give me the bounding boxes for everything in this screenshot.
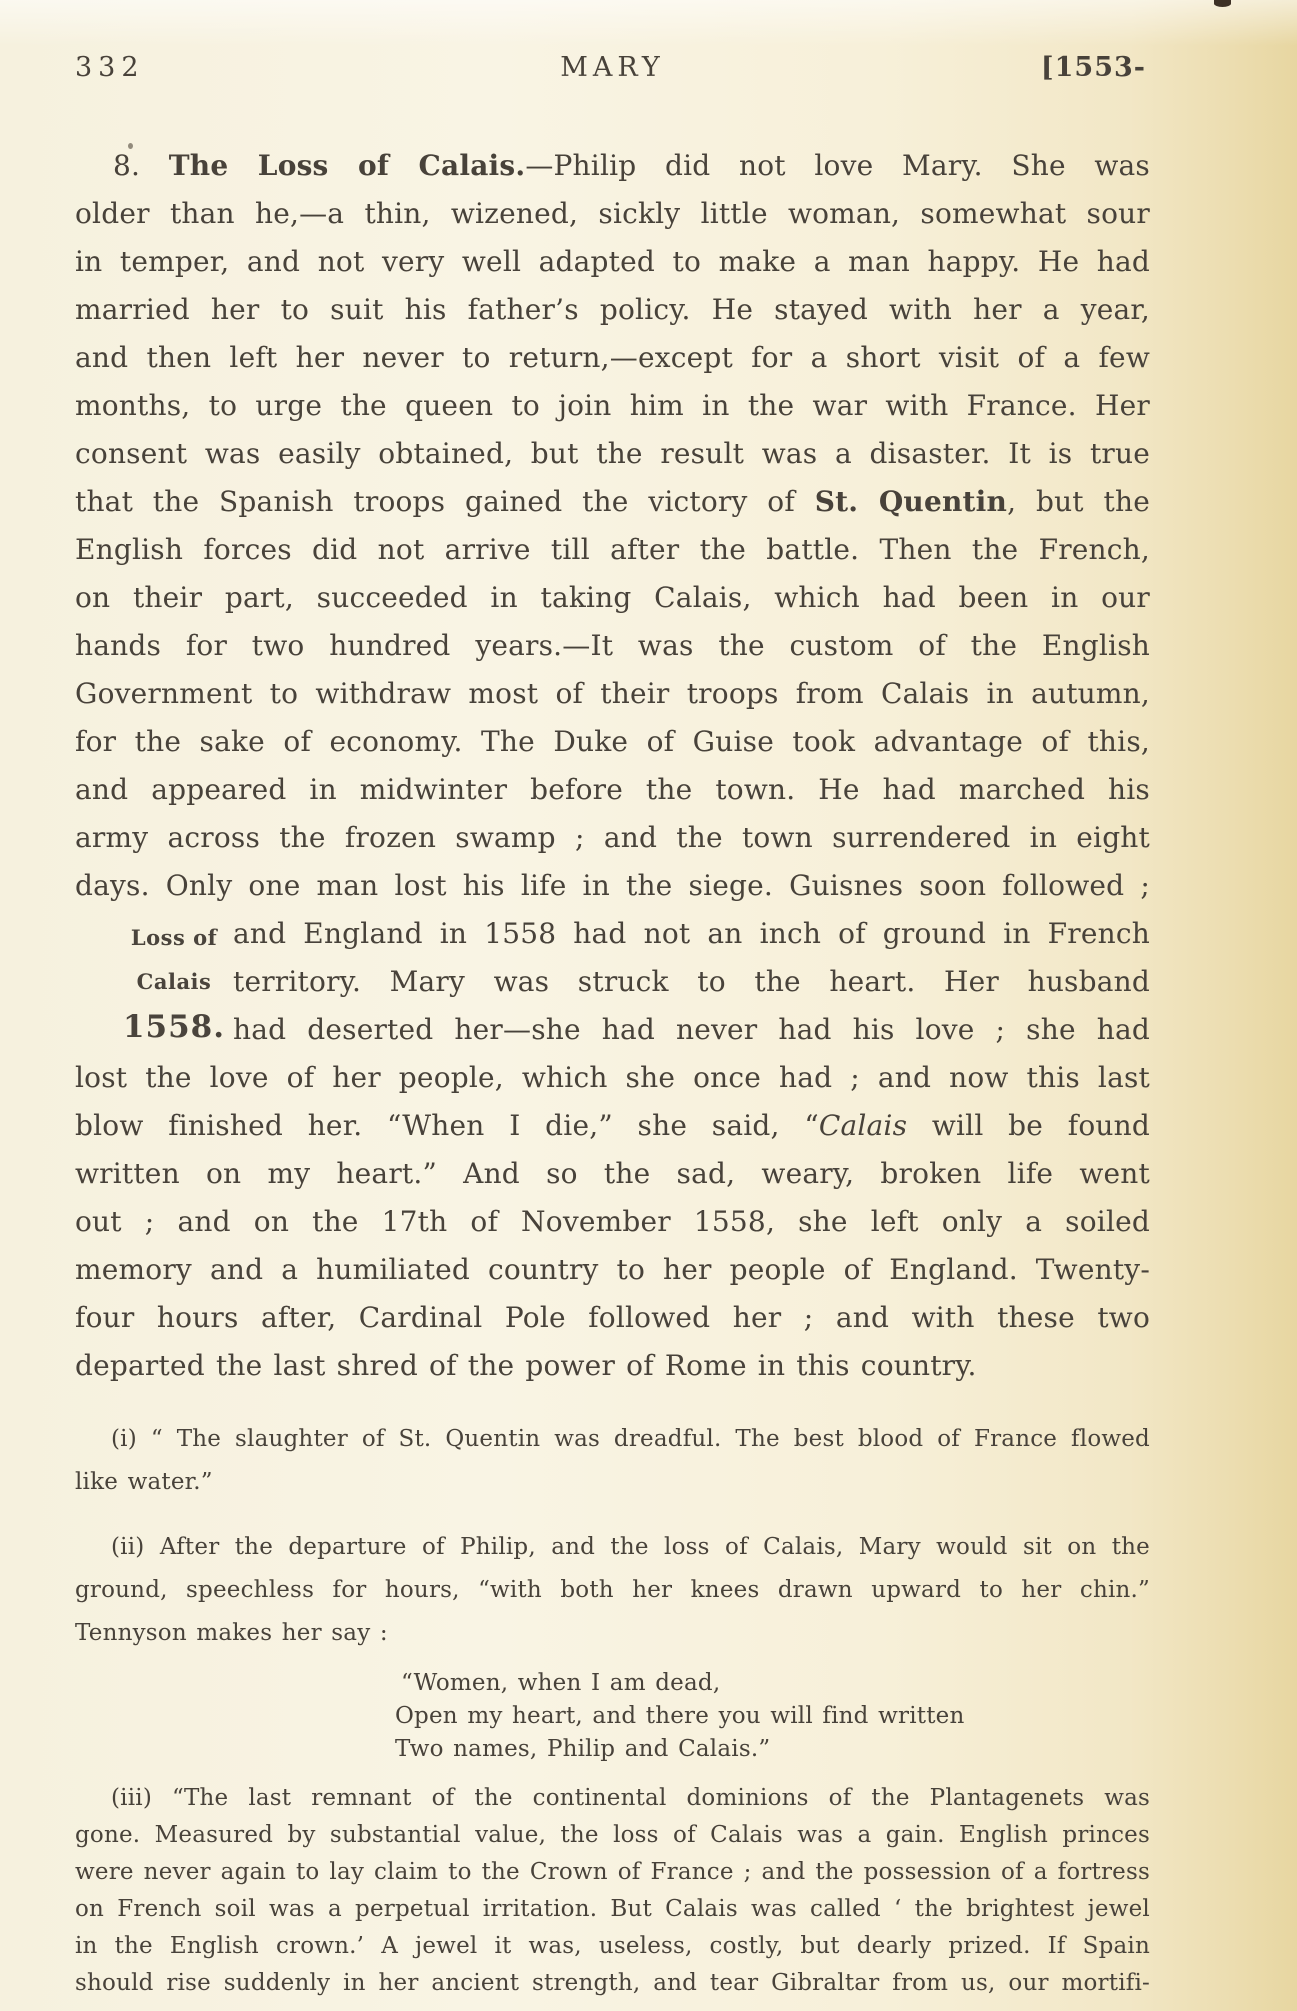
main-paragraph-part-1 bbox=[75, 142, 1150, 910]
poem-line: Open my heart, and there you will find written bbox=[395, 1703, 965, 1729]
footnote-ii bbox=[75, 1526, 1150, 1655]
main-paragraph-part-2 bbox=[75, 1054, 1150, 1390]
body-text-line: hands for two hundred years.—It was the custom of the English bbox=[75, 629, 1150, 662]
body-text-line: army across the frozen swamp ; and the town surrendered in eight bbox=[75, 821, 1150, 854]
body-text-line: consent was easily obtained, but the result was a disaster. It is true bbox=[75, 437, 1150, 470]
margin-note bbox=[103, 916, 245, 1050]
margin-note-section bbox=[75, 910, 1150, 1054]
body-text-line: and then left her never to return,—except for a short visit of a few bbox=[75, 341, 1150, 374]
poem-line: “Women, when I am dead, bbox=[401, 1670, 721, 1696]
margin-note-line: Calais bbox=[136, 969, 212, 994]
footnote-i bbox=[75, 1418, 1150, 1504]
body-text-line: departed the last shred of the power of Rome in this country. bbox=[75, 1349, 977, 1382]
body-text-line: blow finished her. “When I die,” she said, “Calais will be found bbox=[75, 1109, 1150, 1142]
page-header bbox=[75, 0, 1150, 86]
body-text-line: four hours after, Cardinal Pole followed her ; and with these two bbox=[75, 1301, 1150, 1334]
body-text-line: territory. Mary was struck to the heart. Her husband bbox=[233, 965, 1150, 998]
body-text-line: English forces did not arrive till after the battle. Then the French, bbox=[75, 533, 1150, 566]
body-text-line: out ; and on the 17th of November 1558, she left only a soiled bbox=[75, 1205, 1150, 1238]
footnote-text-line: like water.” bbox=[75, 1469, 213, 1495]
body-text-line: for the sake of economy. The Duke of Guise took advantage of this, bbox=[75, 725, 1150, 758]
footnote-text-line: ground, speechless for hours, “with both her knees drawn upward to her chin.” bbox=[75, 1577, 1150, 1603]
page-number: 332 bbox=[75, 52, 145, 83]
body-text-line: Government to withdraw most of their troops from Calais in autumn, bbox=[75, 677, 1150, 710]
body-text-line: on their part, succeeded in taking Calais, which had been in our bbox=[75, 581, 1150, 614]
footnote-text-line: gone. Measured by substantial value, the loss of Calais was a gain. English princes bbox=[75, 1822, 1150, 1848]
running-title: MARY bbox=[560, 52, 665, 83]
poem-line: Two names, Philip and Calais.” bbox=[395, 1736, 771, 1762]
footnote-iii bbox=[75, 1780, 1150, 2002]
body-text-line: days. Only one man lost his life in the siege. Guisnes soon followed ; bbox=[75, 869, 1150, 902]
body-text-line: in temper, and not very well adapted to make a man happy. He had bbox=[75, 245, 1150, 278]
margin-note-line: Loss of bbox=[130, 925, 218, 950]
body-text-line: written on my heart.” And so the sad, weary, broken life went bbox=[75, 1157, 1150, 1190]
date-range: [1553- bbox=[1040, 52, 1146, 83]
footnote-text-line: in the English crown.’ A jewel it was, useless, costly, but dearly prized. If Spain bbox=[75, 1933, 1150, 1959]
footnote-text-line: (iii) “The last remnant of the continental dominions of the Plantagenets was bbox=[111, 1785, 1150, 1811]
body-text-line: lost the love of her people, which she once had ; and now this last bbox=[75, 1061, 1150, 1094]
body-text-line: had deserted her—she had never had his love ; she had bbox=[233, 1013, 1150, 1046]
body-text-line: that the Spanish troops gained the victory of St. Quentin, but the bbox=[75, 485, 1150, 518]
footnote-text-line: (i) “ The slaughter of St. Quentin was dreadful. The best blood of France flowed bbox=[111, 1426, 1150, 1452]
body-text-line: and appeared in midwinter before the town. He had marched his bbox=[75, 773, 1150, 806]
margin-note-year: 1558. bbox=[122, 1009, 226, 1045]
footnote-text-line: were never again to lay claim to the Crown of France ; and the possession of a fortress bbox=[75, 1859, 1150, 1885]
footnote-text-line: on French soil was a perpetual irritation. But Calais was called ‘ the brightest jewel bbox=[75, 1896, 1150, 1922]
body-text-line: months, to urge the queen to join him in the war with France. Her bbox=[75, 389, 1150, 422]
body-text-line: 8. The Loss of Calais.—Philip did not love Mary. She was bbox=[113, 149, 1150, 182]
footnote-text-line: Tennyson makes her say : bbox=[75, 1620, 388, 1646]
body-text-line: older than he,—a thin, wizened, sickly little woman, somewhat sour bbox=[75, 197, 1150, 230]
footnote-text-line: should rise suddenly in her ancient strength, and tear Gibraltar from us, our mortifi- bbox=[75, 1970, 1150, 1996]
footnote-text-line: (ii) After the departure of Philip, and the loss of Calais, Mary would sit on the bbox=[111, 1534, 1150, 1560]
tennyson-poem-quote bbox=[365, 1667, 1150, 1766]
body-text-line: memory and a humiliated country to her people of England. Twenty- bbox=[75, 1253, 1150, 1286]
body-text-line: and England in 1558 had not an inch of ground in French bbox=[233, 917, 1150, 950]
body-text-line: married her to suit his father’s policy. He stayed with her a year, bbox=[75, 293, 1150, 326]
